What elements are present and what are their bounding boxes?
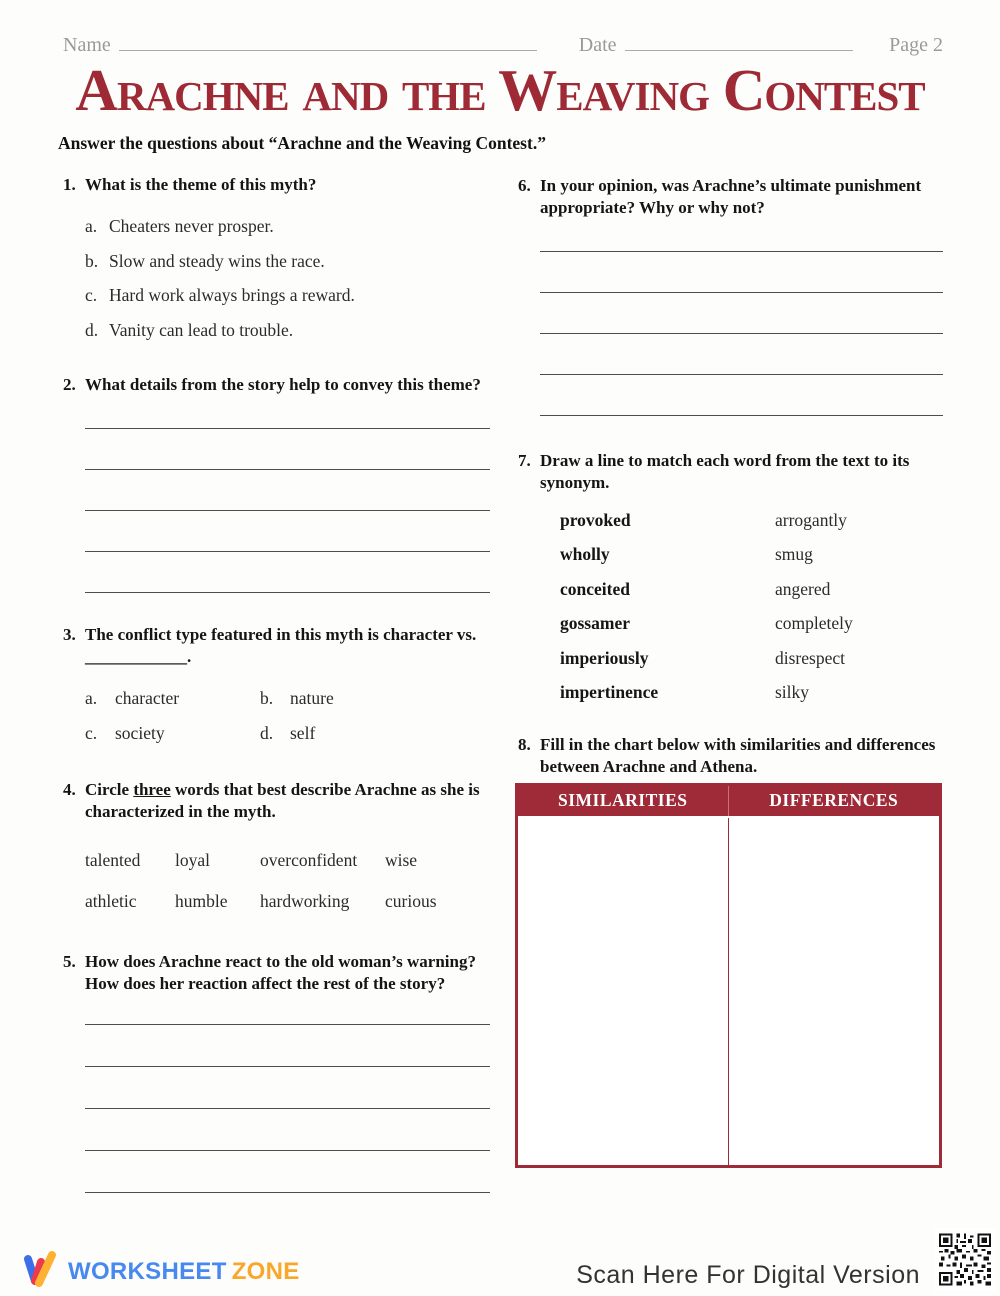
- left-column: [63, 174, 490, 1193]
- answer-line: [85, 1151, 490, 1193]
- similarities-differences-table: [515, 783, 942, 1168]
- table-header-row: [518, 786, 939, 818]
- differences-cell: [729, 818, 940, 1165]
- question-3-text: The conflict type featured in this myth is character vs. ____________.: [85, 624, 490, 668]
- question-7-number: 7.: [518, 451, 531, 470]
- match-synonym: silky: [775, 682, 810, 703]
- answer-line: [540, 334, 943, 375]
- answer-line: [85, 511, 490, 552]
- match-synonym: arrogantly: [775, 510, 847, 530]
- answer-line: [85, 995, 490, 1025]
- option-c: c. society: [85, 723, 165, 743]
- word-choice: talented: [85, 850, 141, 870]
- similarities-header: SIMILARITIES: [518, 786, 729, 816]
- worksheet-instructions: Answer the questions about “Arachne and the Weaving Contest.”: [58, 133, 546, 153]
- word-choice: hardworking: [260, 891, 350, 911]
- match-word: provoked: [560, 510, 631, 530]
- match-word: wholly: [560, 544, 610, 565]
- worksheet-zone-logo-icon: [20, 1247, 62, 1296]
- question-4-number: 4.: [63, 780, 76, 799]
- word-choice: loyal: [175, 850, 210, 870]
- question-6-answer-lines: [540, 219, 943, 416]
- match-synonym: completely: [775, 613, 853, 634]
- page-header: [63, 34, 943, 57]
- option-b: b. nature: [260, 688, 334, 708]
- question-2-number: 2.: [63, 375, 76, 394]
- question-7: [518, 450, 943, 494]
- question-1: [63, 174, 490, 196]
- page-title: Arachne and the Weaving Contest: [75, 57, 925, 123]
- match-word: gossamer: [560, 613, 630, 634]
- similarities-cell: [518, 818, 729, 1165]
- question-5: [63, 951, 490, 995]
- right-column: [518, 175, 943, 1168]
- match-synonym: disrespect: [775, 647, 845, 668]
- option-d: d. Vanity can lead to trouble.: [85, 319, 294, 340]
- answer-line: [540, 293, 943, 334]
- word-choice: curious: [385, 891, 437, 911]
- logo-wordmark: WORKSHEET ZONE: [68, 1257, 300, 1285]
- question-6-number: 6.: [518, 176, 531, 195]
- question-1-text: What is the theme of this myth?: [85, 175, 317, 194]
- worksheet-zone-logo: [20, 1247, 300, 1296]
- underlined-word: three: [133, 780, 171, 799]
- answer-line: [85, 552, 490, 593]
- question-4-word-bank: [85, 840, 490, 922]
- question-6-text: In your opinion, was Arachne’s ultimate punishment appropriate? Why or why not?: [540, 176, 922, 217]
- question-2-text: What details from the story help to convey this theme?: [85, 375, 481, 394]
- answer-line: [85, 1025, 490, 1067]
- table-body-row: [518, 818, 939, 1165]
- qr-code: [934, 1228, 996, 1291]
- question-7-text: Draw a line to match each word from the text to its synonym.: [540, 451, 910, 492]
- answer-line: [85, 1109, 490, 1151]
- question-3-options: [85, 681, 490, 750]
- option-a: a. Cheaters never prosper.: [85, 216, 274, 236]
- word-choice: wise: [385, 850, 418, 870]
- answer-line: [85, 470, 490, 511]
- question-4-text: Circle three words that best describe Arachne as she is characterized in the myth.: [85, 780, 480, 821]
- question-8-text: Fill in the chart below with similarities and differences between Arachne and Athena.: [540, 735, 936, 777]
- match-synonym: smug: [775, 544, 813, 565]
- question-8-number: 8.: [518, 735, 531, 755]
- option-b: b. Slow and steady wins the race.: [85, 250, 325, 271]
- match-word: conceited: [560, 578, 630, 599]
- question-5-number: 5.: [63, 952, 76, 971]
- question-8: [518, 734, 943, 778]
- question-5-answer-lines: [85, 995, 490, 1193]
- answer-line: [540, 219, 943, 252]
- answer-line: [85, 1067, 490, 1109]
- answer-line: [85, 396, 490, 429]
- option-d: d. self: [260, 723, 316, 743]
- match-word: imperiously: [560, 647, 649, 668]
- word-choice: overconfident: [260, 850, 358, 870]
- date-label: Date: [578, 34, 617, 56]
- question-3: [63, 624, 490, 668]
- question-3-blank: ____________.: [85, 647, 192, 666]
- page-number: Page 2: [889, 34, 943, 56]
- question-2: [63, 374, 490, 396]
- question-4: [63, 779, 490, 823]
- option-a: a. character: [85, 688, 180, 708]
- answer-line: [85, 429, 490, 470]
- question-7-matching: [560, 503, 943, 709]
- word-choice: athletic: [85, 891, 137, 911]
- question-1-options: [85, 209, 490, 347]
- differences-header: DIFFERENCES: [769, 790, 899, 811]
- question-5-text: How does Arachne react to the old woman’s warning? How does her reaction affect the rest of the story?: [85, 952, 476, 993]
- question-2-answer-lines: [85, 396, 490, 593]
- question-6: [518, 175, 943, 219]
- answer-line: [540, 252, 943, 293]
- date-blank-line: [625, 37, 853, 51]
- answer-line: [540, 375, 943, 416]
- match-synonym: angered: [775, 578, 831, 599]
- match-word: impertinence: [560, 682, 659, 703]
- question-1-number: 1.: [63, 175, 76, 194]
- question-3-number: 3.: [63, 625, 76, 644]
- name-label: Name: [63, 34, 111, 56]
- scan-here-label: Scan Here For Digital Version: [576, 1261, 920, 1289]
- word-choice: humble: [175, 891, 228, 911]
- option-c: c. Hard work always brings a reward.: [85, 285, 355, 305]
- name-blank-line: [119, 37, 537, 51]
